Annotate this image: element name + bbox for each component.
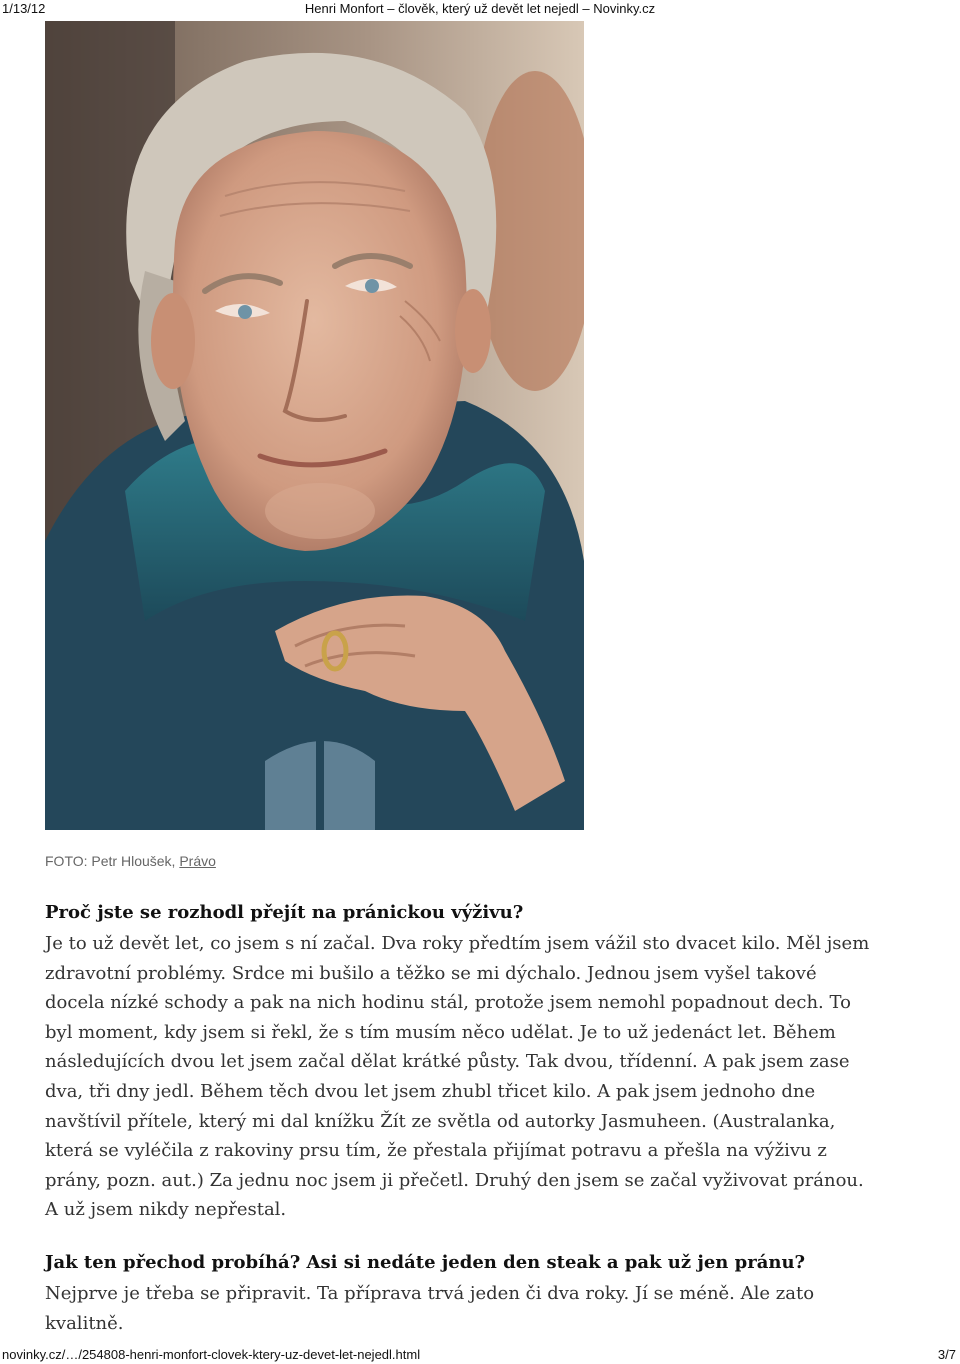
photo-caption <box>45 853 216 869</box>
interview-answer-2 <box>45 1279 925 1338</box>
answer-line: Nejprve je třeba se připravit. Ta příprava trvá jeden či dva roky. Jí se méně. Ale zato <box>45 1282 815 1304</box>
answer-line: zdravotní problémy. Srdce mi bušilo a těžko se mi dýchalo. Jednou jsem vyšel takové <box>45 962 817 984</box>
answer-line: kvalitně. <box>45 1312 124 1334</box>
print-page-title: Henri Monfort – člověk, který už devět let nejedl – Novinky.cz <box>304 1 656 16</box>
caption-source-link[interactable]: Právo <box>179 853 216 869</box>
interview-question-1: Proč jste se rozhodl přejít na pránickou výživu? <box>45 902 524 923</box>
portrait-photo <box>45 21 584 830</box>
answer-line: prány, pozn. aut.) Za jednu noc jsem ji přečetl. Druhý den jsem se začal vyživovat pránou. <box>45 1169 864 1191</box>
portrait-illustration <box>45 21 584 830</box>
answer-line: byl moment, kdy jsem si řekl, že s tím musím něco udělat. Je to už jedenáct let. Během <box>45 1021 836 1043</box>
answer-line: navštívil přítele, který mi dal knížku Žít ze světla od autorky Jasmuheen. (Australanka, <box>45 1110 836 1132</box>
caption-credit: FOTO: Petr Hloušek, <box>45 853 180 869</box>
answer-line: která se vyléčila z rakoviny prsu tím, že přestala přijímat potravu a přešla na výživu z <box>45 1140 827 1162</box>
answer-line: docela nízké schody a pak na nich hodinu stál, protože jsem nemohl popadnout dech. To <box>45 992 851 1014</box>
answer-line: dva, tři dny jedl. Během těch dvou let jsem zhubl třicet kilo. A pak jsem jednoho dne <box>45 1080 816 1102</box>
answer-line: A už jsem nikdy nepřestal. <box>45 1199 287 1221</box>
article-body <box>45 899 925 1338</box>
answer-line: Je to už devět let, co jsem s ní začal. Dva roky předtím jsem vážil sto dvacet kilo. Měl jsem <box>45 933 870 954</box>
print-footer <box>0 1346 960 1364</box>
print-page-number: 3/7 <box>937 1347 956 1362</box>
print-header <box>0 0 960 18</box>
answer-line: následujících dvou let jsem začal dělat krátké půsty. Tak dvou, třídenní. A pak jsem zase <box>45 1051 850 1073</box>
paragraph-gap <box>45 1225 925 1249</box>
interview-question-2: Jak ten přechod probíhá? Asi si nedáte jeden den steak a pak už jen pránu? <box>45 1251 806 1273</box>
interview-answer-1 <box>45 929 925 1225</box>
print-date: 1/13/12 <box>2 1 46 16</box>
print-url: novinky.cz/…/254808-henri-monfort-clovek-ktery-uz-devet-let-nejedl.html <box>2 1347 421 1362</box>
